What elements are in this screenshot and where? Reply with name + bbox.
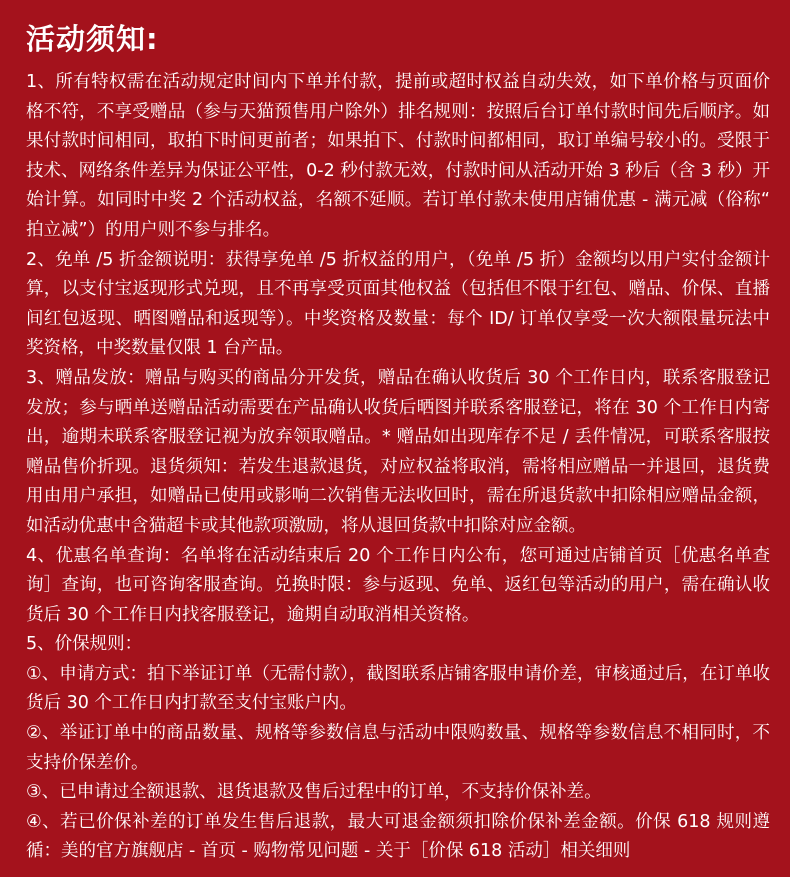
notice-body: [26, 68, 770, 867]
price-protection-item-3: ③、已申请过全额退款、退货退款及售后过程中的订单，不支持价保补差。: [26, 782, 602, 803]
price-protection-item-1: ①、申请方式：拍下举证订单（无需付款），截图联系店铺客服申请价差，审核通过后，在订单收货后 30 个工作日内打款至支付宝账户内。: [26, 663, 770, 714]
notice-title: 活动须知:: [26, 22, 159, 56]
rule-4-winner-list-query: 4、优惠名单查询：名单将在活动结束后 20 个工作日内公布，您可通过店铺首页［优惠名单查询］查询，也可咨询客服查询。兑换时限：参与返现、免单、返红包等活动的用户，需在确认收货后 30 个工作日内找客服登记，逾期自动取消相关资格。: [26, 545, 770, 625]
price-protection-item-2: ②、举证订单中的商品数量、规格等参数信息与活动中限购数量、规格等参数信息不相同时，不支持价保差价。: [26, 723, 770, 773]
rule-5-price-protection-heading: 5、价保规则：: [26, 634, 143, 655]
rule-3-gift-delivery: 3、赠品发放：赠品与购买的商品分开发货，赠品在确认收货后 30 个工作日内，联系客服登记发放；参与晒单送赠品活动需要在产品确认收货后晒图并联系客服登记，将在 30 个工作日内寄出，逾期未联系客服登记视为放弃领取赠品。* 赠品如出现库存不足 / 丢件情况，可联系客服按赠品售价折现。退货须知：若发生退款退货，对应权益将取消，需将相应赠品一并退回，退货费用由用户承担，如赠品已使用或影响二次销售无法收回时，需在所退货款中扣除相应赠品金额，如活动优惠中含猫超卡或其他款项激励，将从退回货款中扣除对应金额。: [26, 367, 770, 536]
rule-2-free-order-discount: 2、免单 /5 折金额说明：获得享免单 /5 折权益的用户，（免单 /5 折）金额均以用户实付金额计算，以支付宝返现形式兑现，且不再享受页面其他权益（包括但不限于红包、赠品、价保、直播间红包返现、晒图赠品和返现等）。中奖资格及数量：每个 ID/ 订单仅享受一次大额限量玩法中奖资格，中奖数量仅限 1 台产品。: [26, 249, 770, 359]
price-protection-item-4: ④、若已价保补差的订单发生售后退款，最大可退金额须扣除价保补差金额。价保 618 规则遵循：美的官方旗舰店 - 首页 - 购物常见问题 - 关于［价保 618 活动］相关细则: [26, 811, 770, 862]
rule-1-privilege-timing: 1、所有特权需在活动规定时间内下单并付款，提前或超时权益自动失效，如下单价格与页面价格不符，不享受赠品（参与天猫预售用户除外）排名规则：按照后台订单付款时间先后顺序。如果付款时间相同，取拍下时间更前者；如果拍下、付款时间都相同，取订单编号较小的。受限于技术、网络条件差异为保证公平性，0-2 秒付款无效，付款时间从活动开始 3 秒后（含 3 秒）开始计算。如同时中奖 2 个活动权益，名额不延顺。若订单付款未使用店铺优惠 - 满元减（俗称“ 拍立减”）的用户则不参与排名。: [26, 72, 770, 240]
